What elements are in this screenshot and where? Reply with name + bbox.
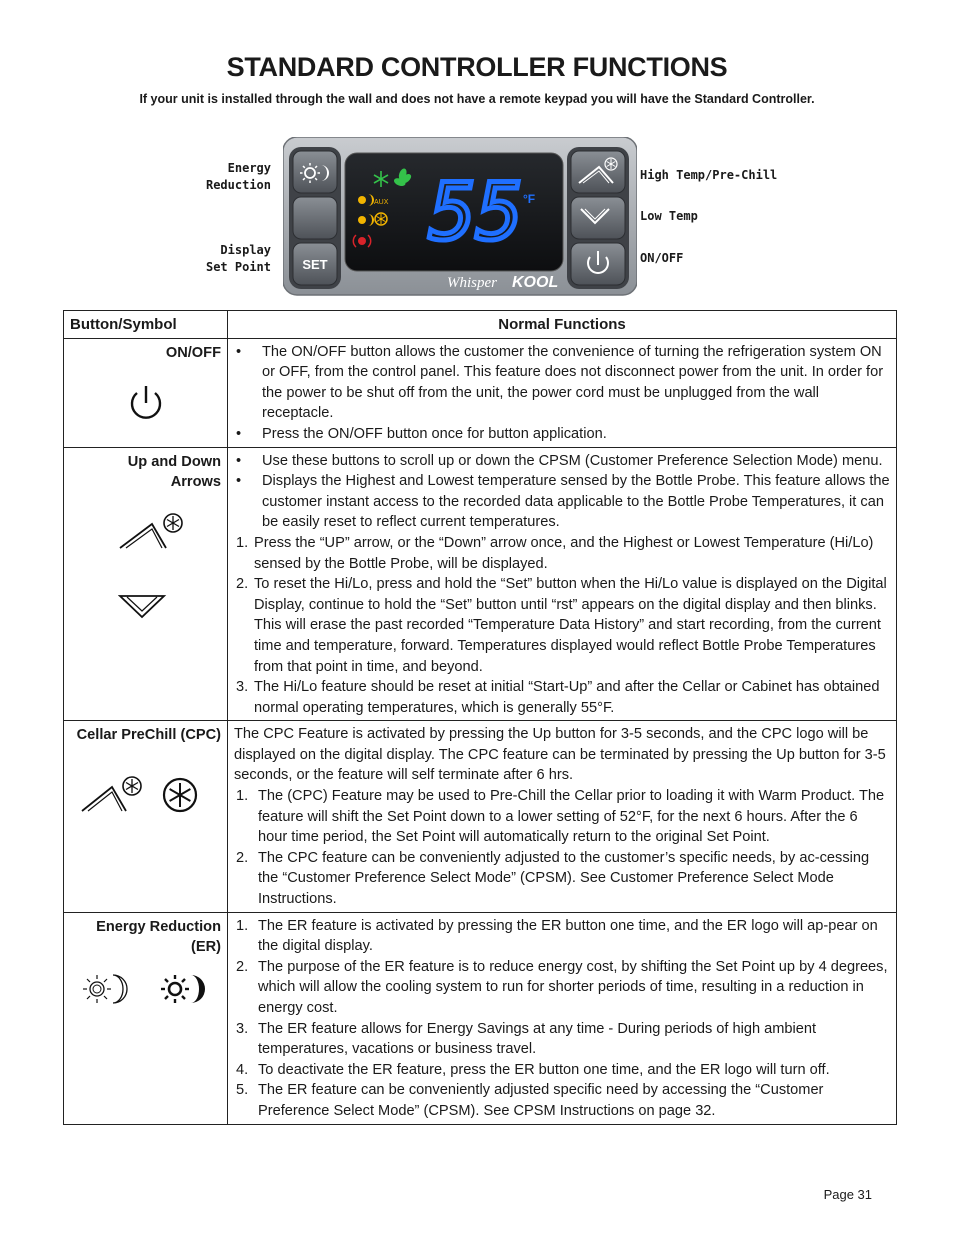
set-button[interactable] (293, 243, 337, 285)
list-item: • The ON/OFF button allows the customer the convenience of turning the refrigeration system ON or OFF, from the control panel. This feature does not disconnect power from the unit. In order for the power to be shut off from the unit, the power cord must be unplugged from the wall receptacle. (234, 342, 890, 424)
svg-text:°F: °F (523, 192, 536, 206)
unused-button[interactable] (293, 197, 337, 239)
row-description-cell (228, 338, 897, 447)
functions-table (63, 310, 897, 1125)
row-description-cell (228, 721, 897, 912)
row-label-cell: ON/OFF (64, 338, 228, 447)
svg-text:AUX: AUX (374, 199, 389, 206)
svg-text:Whisper: Whisper (447, 275, 497, 291)
table-row-cellar-prechill (64, 721, 897, 912)
list-item: • Use these buttons to scroll up or down the CPSM (Customer Preference Selection Mode) menu. (234, 451, 890, 472)
list-item: 2. The purpose of the ER feature is to reduce energy cost, by shifting the Set Point up by 4 degrees, which will allow the cooling system to run for shorter periods of time, resulting in a reduction in energy cost. (236, 958, 888, 1016)
table-header-row (64, 311, 897, 339)
up-arrow-snowflake-icon (118, 510, 188, 550)
page-number: Page 31 (823, 1187, 872, 1202)
row-label-cell: Cellar PreChill (CPC) (64, 721, 228, 912)
row-description-cell (228, 447, 897, 721)
list-item: • Displays the Highest and Lowest temperature sensed by the Bottle Probe. This feature allows the customer instant access to the recorded data applicable to the Bottle Probe Temperatures, it can be easily reset to reflect current temperatures. (234, 471, 890, 533)
list-item: 2. The CPC feature can be conveniently adjusted to the customer’s specific needs, by ac-cessing the “Customer Preference Select Mode” (CPSM). See Customer Preference Select Mode Instructions. (236, 849, 870, 908)
energy-reduction-button[interactable] (293, 151, 337, 193)
snowflake-circle-icon (160, 775, 200, 815)
list-item: • Press the ON/OFF button once for button application. (234, 424, 890, 445)
label-on-off: ON/OFF (640, 251, 684, 265)
label-low-temp: Low Temp (640, 209, 698, 223)
cpc-intro-text: The CPC Feature is activated by pressing the Up button for 3-5 seconds, and the CPC logo will be displayed on the digital display. The CPC feature can be terminated by pressing the Up button for 3-5 seconds, or the feature will self terminate after 6 hrs. (234, 726, 886, 784)
up-button[interactable] (571, 151, 625, 193)
label-energy-reduction: Energy Reduction (205, 161, 271, 192)
list-item: 3. The ER feature allows for Energy Savings at any time - During periods of high ambient temperatures, vacations or business travel. (236, 1020, 817, 1058)
svg-text:SET: SET (302, 257, 328, 272)
list-item: 2. To reset the Hi/Lo, press and hold the “Set” button when the Hi/Lo value is displayed on the Digital Display, continue to hold the “Set” button until “rst” appears on the digital display and then blinks. This will erase the past recorded “Temperature Data History” and start recording, from the current time and temperature, forward. Temperatures displayed would reflect Bottle Probe Temperatures from that point in time, and beyond. (236, 576, 887, 675)
up-arrow-snowflake-icon (80, 773, 146, 813)
list-item: 5. The ER feature can be conveniently adjusted specific need by accessing the “Customer Preference Select Mode” (CPSM). See CPSM Instructions on page 32. (236, 1082, 824, 1119)
page-title: STANDARD CONTROLLER FUNCTIONS (226, 52, 728, 82)
page-subtitle: If your unit is installed through the wall and does not have a remote keypad you will have the Standard Controller. (139, 92, 815, 106)
power-icon (126, 383, 166, 423)
label-display-set-point: Display Set Point (205, 243, 271, 274)
header-normal-functions: Normal Functions (228, 311, 897, 339)
table-row-energy-reduction (64, 912, 897, 1124)
list-item: 4. To deactivate the ER feature, press the ER button one time, and the ER logo will turn off. (236, 1061, 830, 1078)
list-item: 3. The Hi/Lo feature should be reset at initial “Start-Up” and after the Cellar or Cabinet has obtained normal operating temperatures, which is generally 55°F. (236, 679, 880, 716)
standard-controller-image (283, 137, 637, 297)
list-item: 1. The (CPC) Feature may be used to Pre-Chill the Cellar prior to loading it with Warm Product. The feature will shift the Set Point down to a lower setting of 52°F, for the next 6 hours. After the 6 hour time period, the Set Point will automatically return to the original Set Point. (236, 788, 885, 846)
power-button[interactable] (571, 243, 625, 285)
row-description-cell (228, 912, 897, 1124)
down-arrow-icon (118, 592, 168, 620)
sun-moon-outline-icon (80, 971, 130, 1007)
sun-moon-solid-icon (158, 971, 208, 1007)
label-high-temp-pre-chill: High Temp/Pre-Chill (640, 168, 778, 182)
down-button[interactable] (571, 197, 625, 239)
row-label-cell: Up and Down Arrows (64, 447, 228, 721)
digital-display (345, 153, 563, 271)
table-row-up-down-arrows (64, 447, 897, 721)
row-label-cell: Energy Reduction (ER) (64, 912, 228, 1124)
svg-text:KOOL: KOOL (512, 274, 559, 291)
header-button-symbol: Button/Symbol (64, 311, 228, 339)
svg-text:55: 55 (429, 168, 523, 258)
table-row-on-off (64, 338, 897, 447)
list-item: 1. Press the “UP” arrow, or the “Down” arrow once, and the Highest or Lowest Temperature (Hi/Lo) sensed by the Bottle Probe, will be displayed. (236, 534, 874, 572)
list-item: 1. The ER feature is activated by pressing the ER button one time, and the ER logo will ap-pear on the digital display. (236, 917, 878, 955)
